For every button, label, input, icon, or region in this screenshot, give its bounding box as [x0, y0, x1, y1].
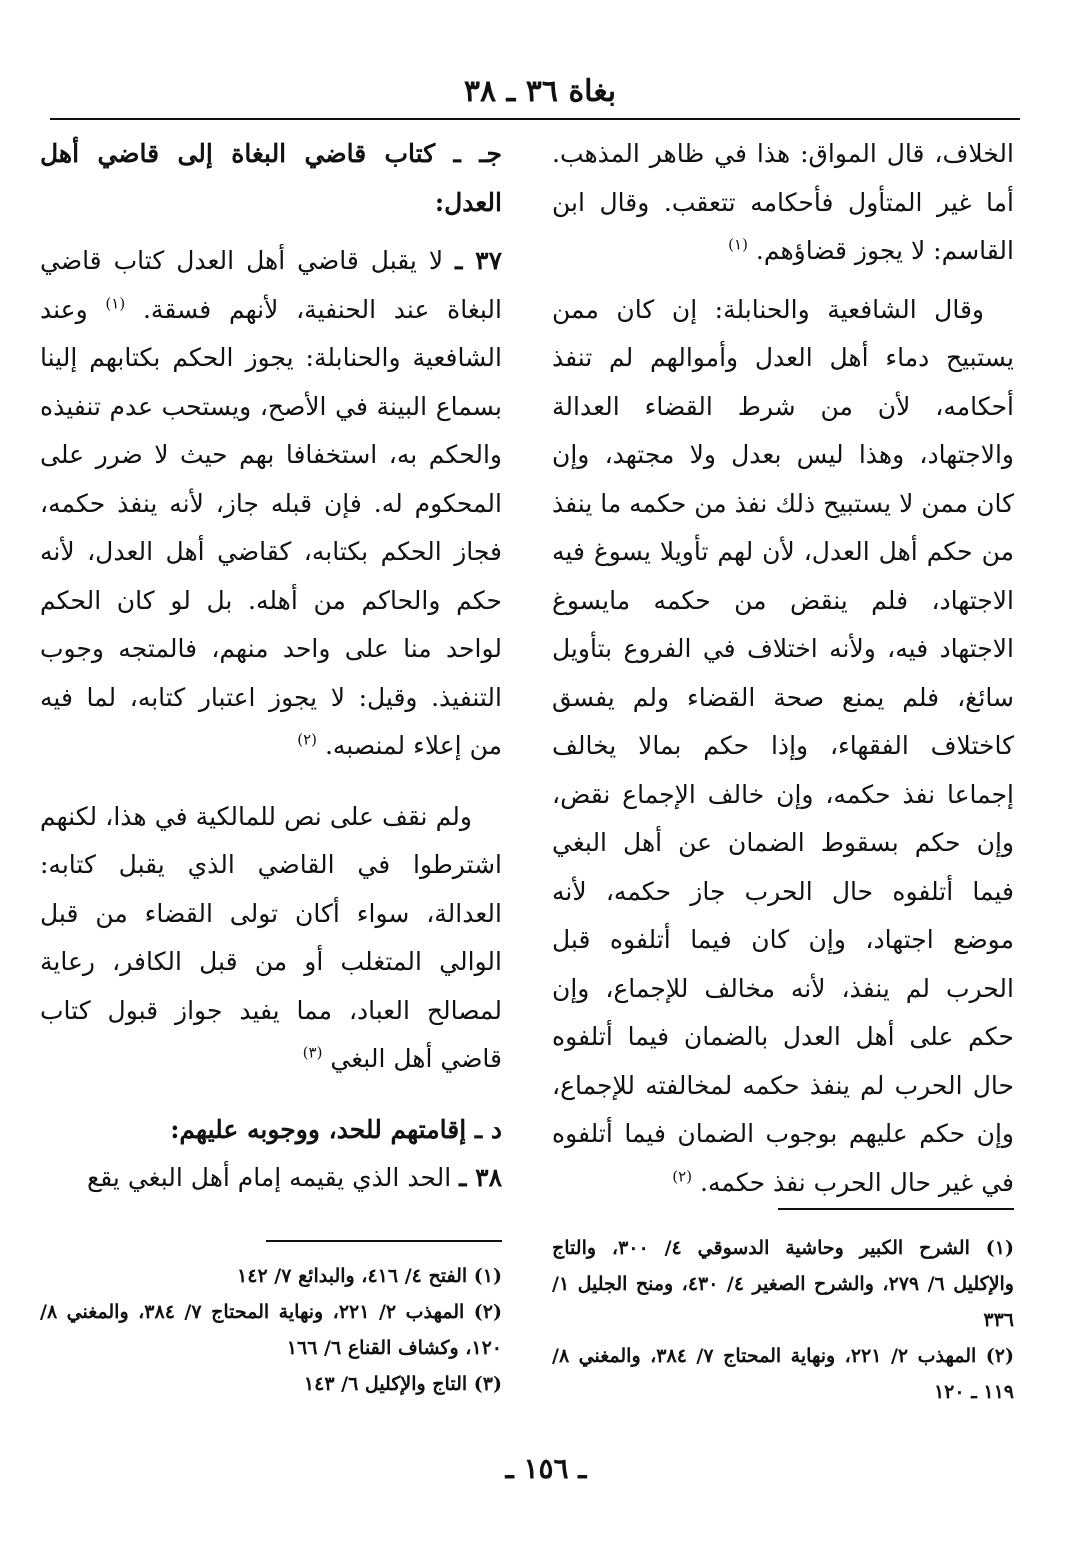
footnote-divider-right: [778, 1208, 1014, 1210]
right-column: [552, 130, 1014, 1207]
footnote-number: (٢): [985, 1345, 1015, 1367]
section-heading-c: جـ ـ كتاب قاضي البغاة إلى قاضي أهل العدل:: [40, 139, 502, 217]
right-paragraph-2-text: وقال الشافعية والحنابلة: إن كان ممن يستبيح دماء أهل العدل وأموالهم لم تنفذ أحكامه، لأن من شرط القضاء العدالة والاجتهاد، وهذا ليس بعدل ولا مجتهد، وإن كان ممن لا يستبيح ذلك نفذ من حكمه ما ينفذ من حكم أهل العدل، لأن لهم تأويلا يسوغ فيه الاجتهاد، فلم ينقض من حكمه مايسوغ الاجتهاد فيه، ولأنه اختلاف في الفروع بتأويل سائغ، فلم يمنع صحة القضاء ولم يفسق كاختلاف الفقهاء، وإذا حكم بمالا يخالف إجماعا نفذ حكمه، وإن خالف الإجماع نقض، وإن حكم بسقوط الضمان عن أهل البغي فيما أتلفوه حال الحرب جاز حكمه، لأنه موضع اجتهاد، وإن كان فيما أتلفوه قبل الحرب لم ينفذ، لأنه مخالف للإجماع، وإن حكم على أهل العدل بالضمان فيما أتلفوه حال الحرب لم ينفذ حكمه لمخالفته للإجماع، وإن حكم عليهم بوجوب الضمان فيما أتلفوه في غير حال الحرب نفذ حكمه.: [552, 294, 1014, 1197]
paragraph-38-text: الحد الذي يقيمه إمام أهل البغي يقع: [86, 1163, 452, 1192]
footnote-mark: (١): [728, 235, 748, 254]
paragraph-number: ٣٨ ـ: [459, 1163, 502, 1192]
footnote-text: الشرح الكبير وحاشية الدسوقي ٤/ ٣٠٠، والتاج والإكليل ٦/ ٢٧٩، والشرح الصغير ٤/ ٤٣٠، ومنح الجليل ١/ ٣٣٦: [552, 1237, 1014, 1331]
footnotes-left: [40, 1258, 502, 1402]
footnote-mark: (٢): [672, 1167, 693, 1186]
footnote-text: المهذب ٢/ ٢٢١، ونهاية المحتاج ٧/ ٣٨٤، والمغني ٨/ ١٢٠، وكشاف القناع ٦/ ١٦٦: [40, 1301, 502, 1359]
page-header-title: بغاة ٣٦ ـ ٣٨: [463, 74, 617, 109]
footnote-item: [552, 1230, 1014, 1338]
footnote-text: المهذب ٢/ ٢٢١، ونهاية المحتاج ٧/ ٣٨٤، والمغني ٨/ ١١٩ ـ ١٢٠: [552, 1345, 1014, 1403]
paragraph-37-text-a: لا يقبل قاضي أهل العدل كتاب قاضي البغاة عند الحنفية، لأنهم فسقة.: [40, 246, 502, 324]
footnote-number: (٢): [473, 1301, 503, 1323]
paragraph-maliki-text: ولم نقف على نص للمالكية في هذا، لكنهم اشترطوا في القاضي الذي يقبل كتابه: العدالة، سواء أكان تولى القضاء من قبل الوالي المتغلب أو من قبل الكافر، رعاية لمصالح العباد، مما يفيد جواز قبول كتاب قاضي أهل البغي: [40, 801, 502, 1073]
header-divider: [50, 118, 1020, 120]
footnote-number: (١): [985, 1237, 1014, 1259]
footnote-mark: (١): [105, 294, 126, 313]
page-number: ـ ١٥٦ ـ: [505, 1452, 587, 1485]
footnote-number: (٣): [473, 1373, 502, 1395]
footnote-mark: (٢): [297, 730, 317, 749]
footnote-item: [40, 1366, 502, 1402]
paragraph-number: ٣٧ ـ: [455, 246, 503, 275]
section-heading-d: د ـ إقامتهم للحد، ووجوبه عليهم:: [170, 1114, 502, 1144]
footnote-item: [552, 1338, 1014, 1410]
footnotes-right: [552, 1230, 1014, 1410]
footnote-mark: (٣): [302, 1043, 323, 1062]
footnote-text: التاج والإكليل ٦/ ١٤٣: [303, 1373, 468, 1395]
paragraph-maliki: [40, 793, 502, 1084]
footnote-text: الفتح ٤/ ٤١٦، والبدائع ٧/ ١٤٢: [237, 1265, 468, 1287]
right-paragraph-1-text: الخلاف، قال المواق: هذا في ظاهر المذهب. أما غير المتأول فأحكامه تتعقب. وقال ابن القاسم: لا يجوز قضاؤهم.: [552, 139, 1014, 265]
footnote-item: [40, 1258, 502, 1294]
right-paragraph-2: [552, 286, 1014, 1208]
footnote-divider-left: [266, 1240, 502, 1242]
footnote-item: [40, 1294, 502, 1366]
paragraph-38: [40, 1154, 502, 1203]
left-column: [40, 130, 502, 1203]
right-paragraph-1: [552, 130, 1014, 276]
paragraph-37-text-b: وعند الشافعية والحنابلة: يجوز الحكم بكتابهم إلينا بسماع البينة في الأصح، ويستحب عدم تنفيذه والحكم به، استخفافا بهم حيث لا ضرر على المحكوم له. فإن قبله جاز، لأنه ينفذ حكمه، فجاز الحكم بكتابه، كقاضي أهل العدل، لأنه حكم والحاكم من أهله. بل لو كان الحكم لواحد منا على واحد منهم، فالمتجه وجوب التنفيذ. وقيل: لا يجوز اعتبار كتابه، لما فيه من إعلاء لمنصبه.: [40, 294, 502, 760]
paragraph-37: [40, 237, 502, 771]
footnote-number: (١): [473, 1265, 502, 1287]
